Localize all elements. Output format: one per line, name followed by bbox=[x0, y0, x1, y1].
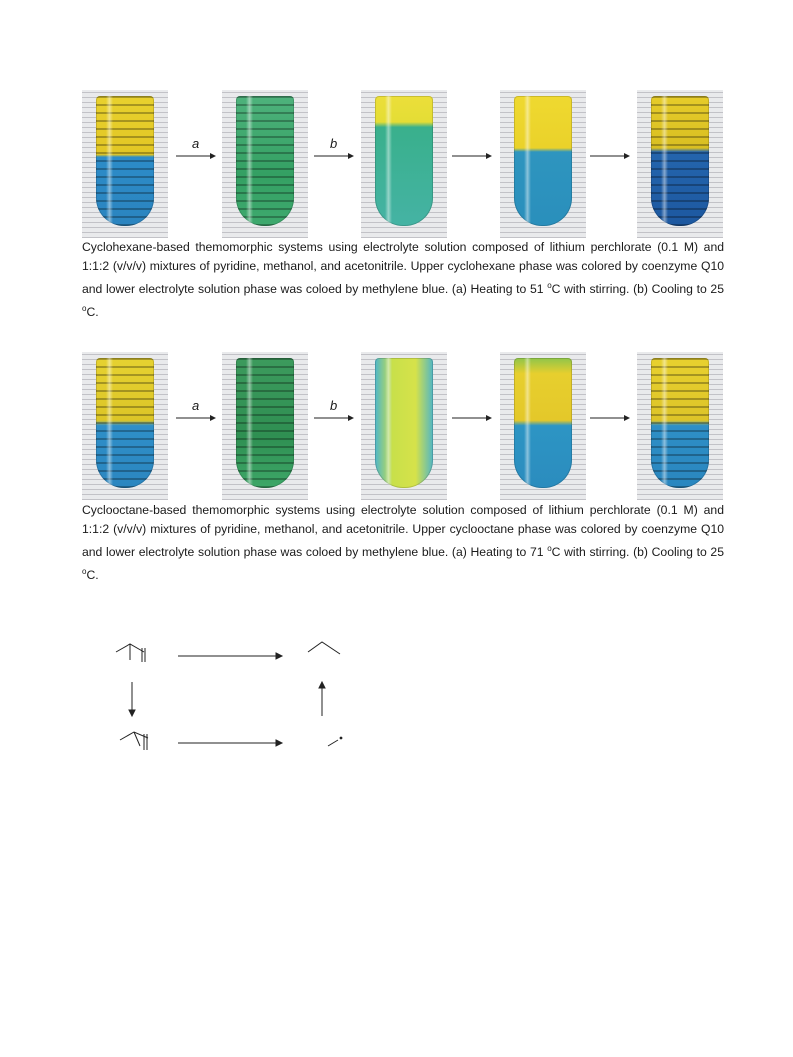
tube-photo-9 bbox=[500, 352, 586, 500]
arrow-label-a-2: a bbox=[192, 398, 200, 413]
tube-photo-8 bbox=[361, 352, 447, 500]
tube-photo-1 bbox=[82, 90, 168, 238]
tube-photo-10 bbox=[637, 352, 723, 500]
tube-photo-3 bbox=[361, 90, 447, 238]
molecule-bottom-right bbox=[328, 737, 342, 746]
arrow-9 bbox=[590, 352, 630, 500]
arrow-b bbox=[314, 90, 354, 238]
tube-photo-7 bbox=[222, 352, 308, 500]
molecule-top-left bbox=[116, 644, 145, 662]
arrow-label-a: a bbox=[192, 136, 200, 151]
figure-1-caption: Cyclohexane-based themomorphic systems using electrolyte solution composed of lithium perchlorate (0.1 M) and 1:1:2 (v/v/v) mixtures of pyridine, methanol, and acetonitrile. Upper cyclohexane phase was colored by coenzyme Q10 and lower electrolyte solution phase was coloed by methylene blue. (a) Heating to 51 $^o$C with stirring. (b) Cooling to 25 $^o$C. bbox=[82, 240, 724, 320]
molecule-bottom-left bbox=[120, 732, 148, 750]
tube-photo-2 bbox=[222, 90, 308, 238]
arrow-3 bbox=[452, 90, 492, 238]
arrow-8 bbox=[452, 352, 492, 500]
arrow-up bbox=[319, 682, 325, 716]
arrow-a-2 bbox=[176, 352, 216, 500]
molecule-top-right bbox=[308, 642, 340, 654]
arrow-b-2 bbox=[314, 352, 354, 500]
figure-1-photos bbox=[82, 90, 722, 240]
tube-photo-5 bbox=[637, 90, 723, 238]
arrow-top bbox=[178, 653, 282, 659]
arrow-label-b: b bbox=[330, 136, 338, 151]
arrow-bottom bbox=[178, 740, 282, 746]
tube-photo-6 bbox=[82, 352, 168, 500]
figure-2-photos bbox=[82, 352, 722, 502]
reaction-scheme-drawing bbox=[100, 630, 360, 760]
figure-2-caption: Cyclooctane-based themomorphic systems using electrolyte solution composed of lithium perchlorate (0.1 M) and 1:1:2 (v/v/v) mixtures of pyridine, methanol, and acetonitrile. Upper cyclooctane phase was colored by coenzyme Q10 and lower electrolyte solution phase was coloed by methylene blue. (a) Heating to 71 $^o$C with stirring. (b) Cooling to 25 $^o$C. bbox=[82, 503, 724, 583]
arrow-4 bbox=[590, 90, 630, 238]
arrow-a bbox=[176, 90, 216, 238]
arrow-down bbox=[129, 682, 135, 716]
arrow-label-b-2: b bbox=[330, 398, 338, 413]
reaction-scheme bbox=[100, 630, 360, 760]
tube-photo-4 bbox=[500, 90, 586, 238]
